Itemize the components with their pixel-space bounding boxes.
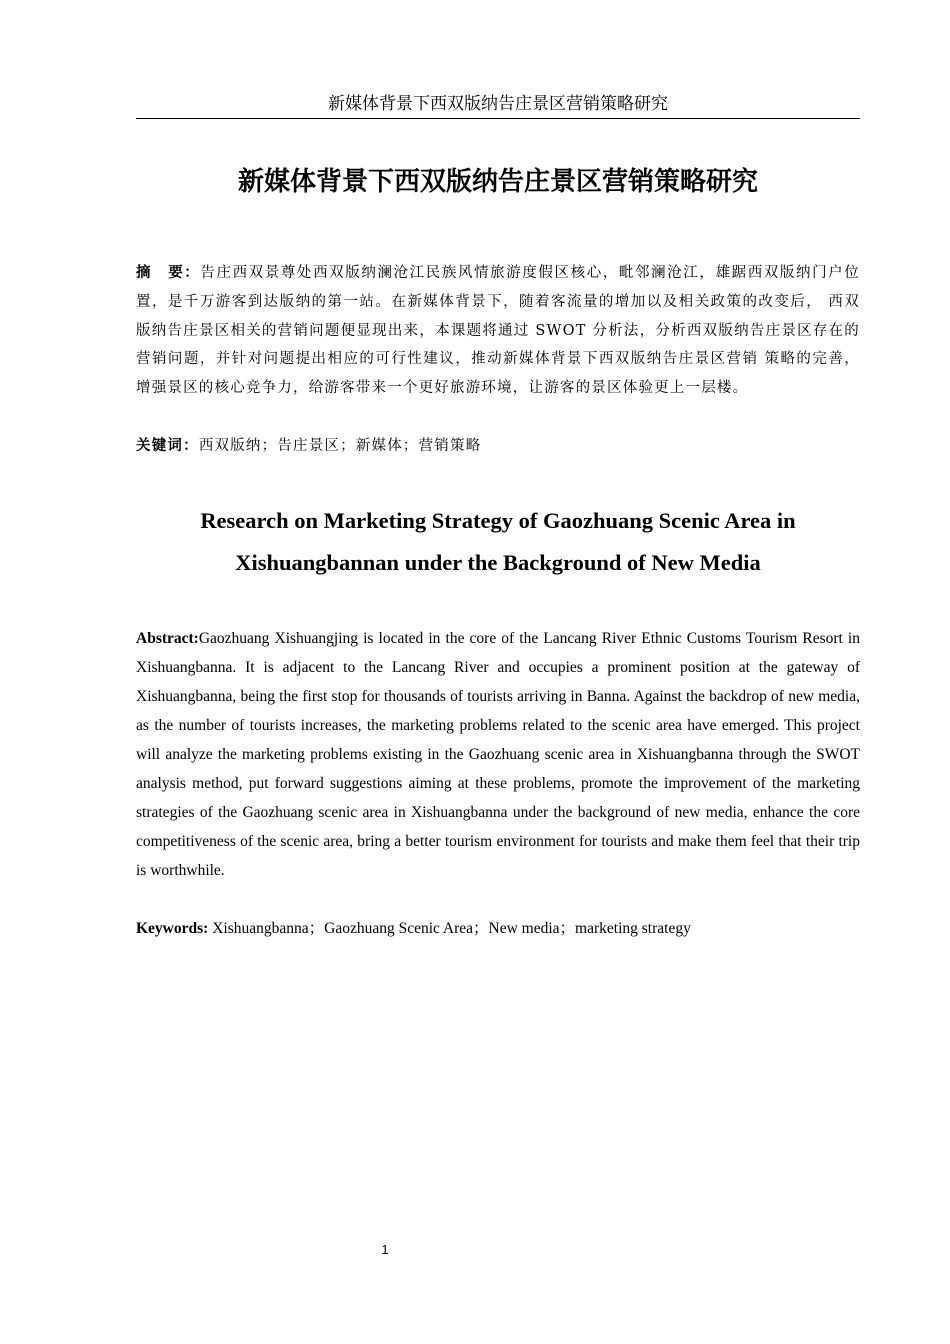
- english-title-line1: Research on Marketing Strategy of Gaozhuang Scenic Area in: [200, 508, 796, 533]
- chinese-abstract: [136, 259, 860, 403]
- chinese-abstract-text: 告庄西双景尊处西双版纳澜沧江民族风情旅游度假区核心，毗邻澜沧江，雄踞西双版纳门户位置，是千万游客到达版纳的第一站。在新媒体背景下，随着客流量的增加以及相关政策的改变后， 西双版纳告庄景区相关的营销问题便显现出来，本课题将通过 SWOT 分析法，分析西双版纳告庄景区存在的营销问题，并针对问题提出相应的可行性建议，推动新媒体背景下西双版纳告庄景区营销 策略的完善，增强景区的核心竞争力，给游客带来一个更好旅游环境，让游客的景区体验更上一层楼。: [136, 265, 860, 397]
- chinese-keywords: [136, 432, 860, 460]
- english-title: [136, 500, 860, 584]
- english-abstract-label: Abstract:: [136, 630, 199, 647]
- english-abstract-text: Gaozhuang Xishuangjing is located in the core of the Lancang River Ethnic Customs Tourism Resort in Xishuangbanna. It is adjacent to the Lancang River and occupies a prominent position at the gateway of Xishuangbanna, being the first stop for thousands of tourists arriving in Banna. Against the backdrop of new media, as the number of tourists increases, the marketing problems related to the scenic area have emerged. This project will analyze the marketing problems existing in the Gaozhuang scenic area in Xishuangbanna through the SWOT analysis method, put forward suggestions aiming at these problems, promote the improvement of the marketing strategies of the Gaozhuang scenic area in Xishuangbanna under the background of new media, enhance the core competitiveness of the scenic area, bring a better tourism environment for tourists and make them feel that their trip is worthwhile.: [136, 630, 860, 879]
- english-title-line2: Xishuangbannan under the Background of New Media: [235, 550, 761, 575]
- english-abstract: [136, 624, 860, 885]
- chinese-abstract-label: 摘 要：: [136, 264, 201, 281]
- chinese-title: 新媒体背景下西双版纳告庄景区营销策略研究: [237, 167, 758, 197]
- english-keywords-label: Keywords:: [136, 920, 209, 937]
- chinese-keywords-label: 关键词：: [136, 437, 199, 454]
- chinese-keywords-text: 西双版纳；告庄景区；新媒体；营销策略: [198, 438, 482, 454]
- running-header: 新媒体背景下西双版纳告庄景区营销策略研究: [328, 94, 668, 114]
- header-rule: [136, 118, 860, 119]
- english-keywords: [136, 914, 860, 943]
- english-keywords-text: Xishuangbanna；Gaozhuang Scenic Area；New media；marketing strategy: [208, 920, 691, 937]
- page-number: 1: [381, 1242, 389, 1257]
